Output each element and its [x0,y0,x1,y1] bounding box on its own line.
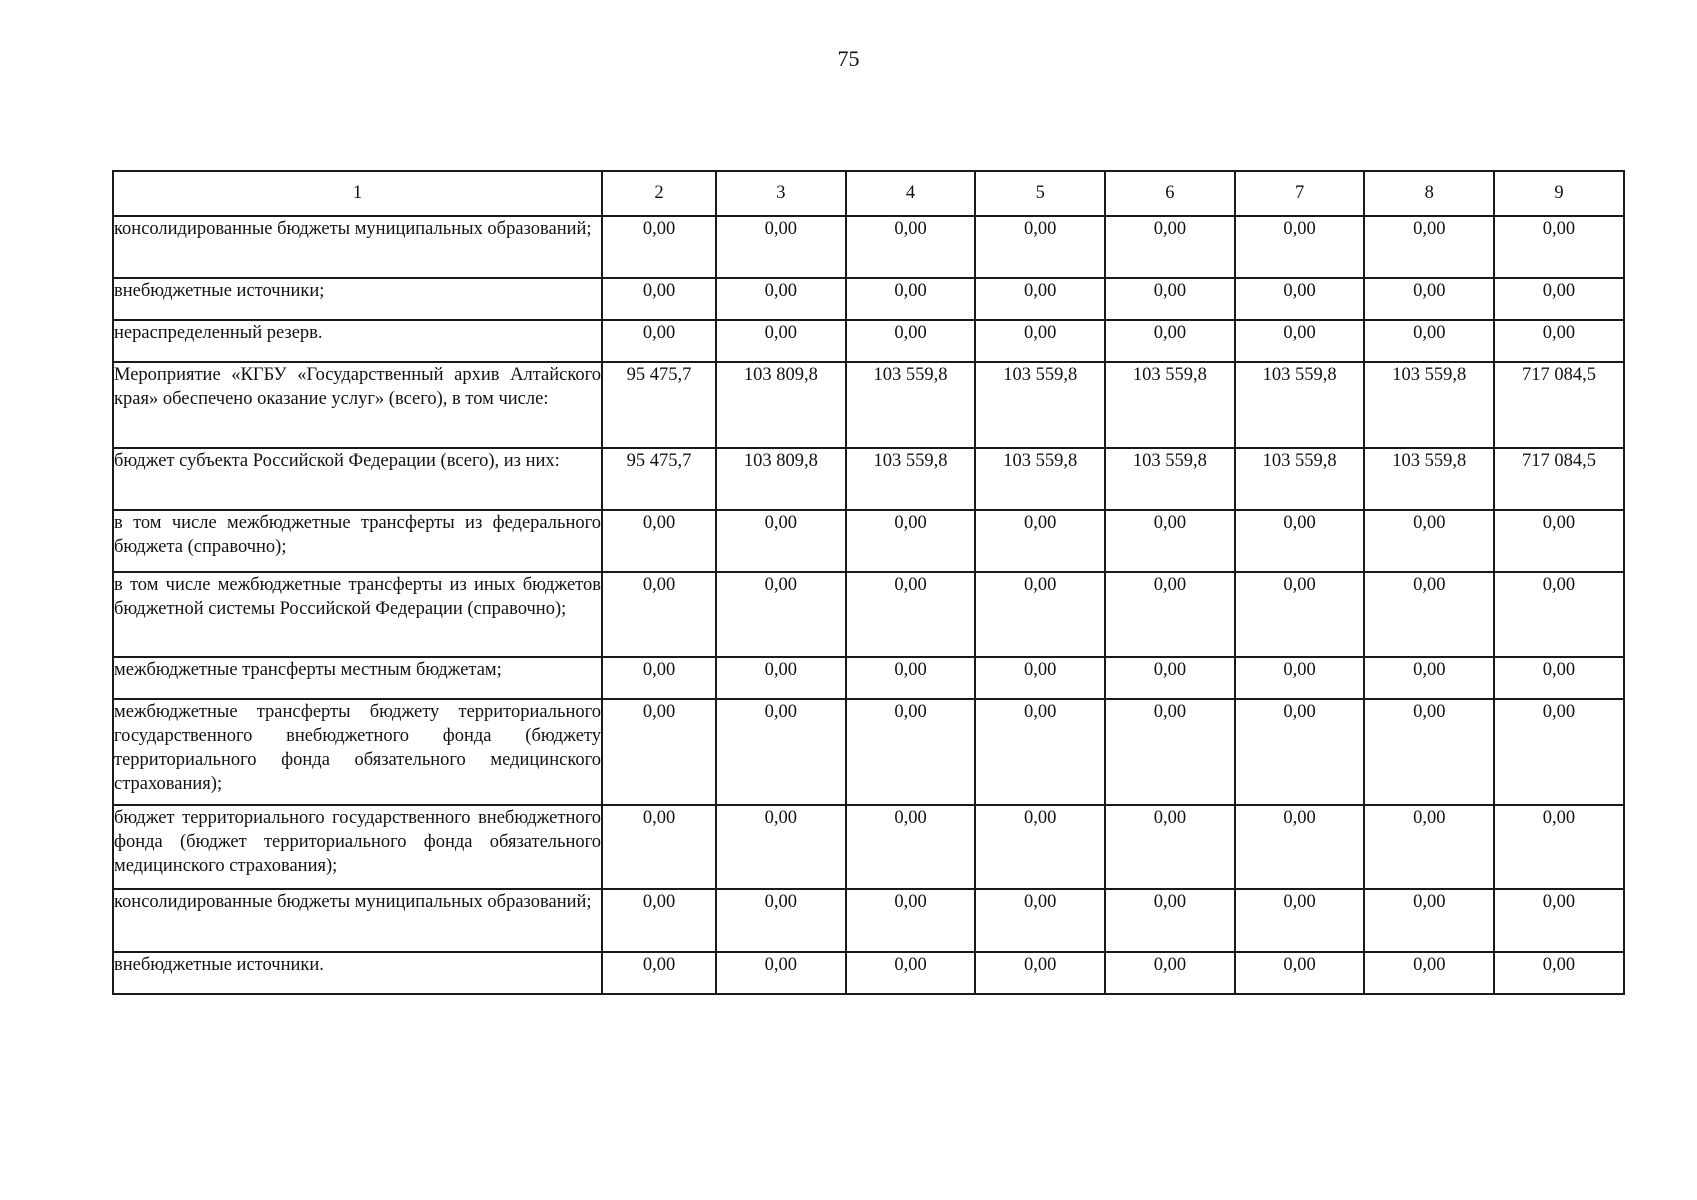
row-value: 0,00 [1105,805,1235,889]
row-value: 103 559,8 [975,362,1105,448]
row-value: 0,00 [1235,889,1365,952]
row-value: 0,00 [716,657,846,699]
table-row [113,699,1624,805]
row-value: 0,00 [1235,572,1365,657]
table-row [113,362,1624,448]
row-value: 0,00 [1235,805,1365,889]
row-label: Мероприятие «КГБУ «Государственный архив Алтайского края» обеспечено оказание услуг» (всего), в том числе: [113,362,602,448]
row-value: 0,00 [1105,572,1235,657]
column-header: 6 [1105,171,1235,216]
row-value: 103 559,8 [975,448,1105,510]
row-value: 0,00 [1235,320,1365,362]
row-value: 0,00 [1364,657,1494,699]
row-label: в том числе межбюджетные трансферты из иных бюджетов бюджетной системы Российской Федерации (справочно); [113,572,602,657]
row-value: 0,00 [716,805,846,889]
row-value: 0,00 [975,952,1105,994]
row-value: 0,00 [846,572,976,657]
row-value: 103 559,8 [846,448,976,510]
row-value: 0,00 [1364,889,1494,952]
row-value: 0,00 [1235,216,1365,278]
row-value: 0,00 [1364,510,1494,572]
row-value: 0,00 [846,699,976,805]
row-label: бюджет территориального государственного внебюджетного фонда (бюджет территориального фонда обязательного медицинского страхования); [113,805,602,889]
table-row [113,448,1624,510]
row-value: 0,00 [716,572,846,657]
row-value: 0,00 [975,278,1105,320]
page-number: 75 [837,46,860,71]
row-value: 0,00 [1235,699,1365,805]
row-value: 717 084,5 [1494,448,1624,510]
row-label: консолидированные бюджеты муниципальных образований; [113,216,602,278]
row-value: 0,00 [975,216,1105,278]
row-value: 0,00 [1494,320,1624,362]
row-value: 0,00 [602,216,716,278]
table-row [113,805,1624,889]
row-value: 103 559,8 [1364,448,1494,510]
column-header: 3 [716,171,846,216]
column-header: 1 [113,171,602,216]
row-value: 0,00 [975,320,1105,362]
table-row [113,216,1624,278]
row-label: внебюджетные источники. [113,952,602,994]
row-value: 0,00 [716,278,846,320]
row-value: 0,00 [1364,699,1494,805]
row-value: 0,00 [846,278,976,320]
row-value: 0,00 [1364,805,1494,889]
row-value: 0,00 [602,657,716,699]
column-header: 4 [846,171,976,216]
table-row [113,320,1624,362]
row-value: 103 559,8 [846,362,976,448]
row-value: 103 559,8 [1235,362,1365,448]
column-header: 5 [975,171,1105,216]
row-label: межбюджетные трансферты бюджету территориального государственного внебюджетного фонда (бюджету территориального фонда обязательного медицинского страхования); [113,699,602,805]
row-value: 0,00 [716,889,846,952]
column-header: 2 [602,171,716,216]
row-label: нераспределенный резерв. [113,320,602,362]
row-value: 0,00 [602,320,716,362]
row-value: 0,00 [975,889,1105,952]
row-value: 0,00 [1105,320,1235,362]
row-value: 0,00 [1364,216,1494,278]
row-value: 0,00 [1105,510,1235,572]
row-value: 0,00 [975,657,1105,699]
row-value: 0,00 [975,572,1105,657]
row-value: 103 559,8 [1105,362,1235,448]
row-value: 103 559,8 [1364,362,1494,448]
column-header: 7 [1235,171,1365,216]
row-value: 0,00 [1105,278,1235,320]
budget-table [112,170,1625,995]
row-value: 0,00 [1364,952,1494,994]
table-row [113,952,1624,994]
row-value: 0,00 [846,952,976,994]
row-value: 0,00 [1494,699,1624,805]
row-value: 0,00 [1494,952,1624,994]
row-value: 0,00 [602,510,716,572]
row-value: 0,00 [1364,320,1494,362]
row-value: 0,00 [716,320,846,362]
row-value: 0,00 [1494,889,1624,952]
row-value: 0,00 [602,699,716,805]
table-row [113,278,1624,320]
table-body [113,216,1624,994]
row-value: 0,00 [975,699,1105,805]
row-label: бюджет субъекта Российской Федерации (всего), из них: [113,448,602,510]
row-value: 103 809,8 [716,362,846,448]
row-value: 0,00 [1494,216,1624,278]
table-row [113,510,1624,572]
row-value: 0,00 [1494,657,1624,699]
row-value: 0,00 [1105,699,1235,805]
row-label: межбюджетные трансферты местным бюджетам; [113,657,602,699]
row-value: 717 084,5 [1494,362,1624,448]
row-value: 0,00 [1235,510,1365,572]
row-value: 103 559,8 [1235,448,1365,510]
row-value: 0,00 [846,805,976,889]
row-value: 0,00 [602,952,716,994]
row-value: 0,00 [1235,278,1365,320]
row-value: 0,00 [602,572,716,657]
row-value: 0,00 [1364,278,1494,320]
row-value: 0,00 [716,510,846,572]
row-value: 0,00 [602,889,716,952]
row-value: 0,00 [1364,572,1494,657]
row-value: 0,00 [1235,952,1365,994]
row-value: 0,00 [1105,216,1235,278]
row-label: консолидированные бюджеты муниципальных образований; [113,889,602,952]
row-value: 0,00 [1494,805,1624,889]
row-value: 0,00 [716,952,846,994]
row-label: в том числе межбюджетные трансферты из федерального бюджета (справочно); [113,510,602,572]
table-row [113,657,1624,699]
row-value: 95 475,7 [602,362,716,448]
row-value: 0,00 [602,278,716,320]
header-row [113,171,1624,216]
row-label: внебюджетные источники; [113,278,602,320]
row-value: 0,00 [1105,889,1235,952]
column-header: 8 [1364,171,1494,216]
row-value: 103 809,8 [716,448,846,510]
row-value: 0,00 [1494,278,1624,320]
row-value: 95 475,7 [602,448,716,510]
row-value: 103 559,8 [1105,448,1235,510]
row-value: 0,00 [1105,657,1235,699]
table-row [113,572,1624,657]
row-value: 0,00 [846,889,976,952]
row-value: 0,00 [846,216,976,278]
row-value: 0,00 [975,510,1105,572]
row-value: 0,00 [846,657,976,699]
row-value: 0,00 [1105,952,1235,994]
row-value: 0,00 [975,805,1105,889]
table-row [113,889,1624,952]
row-value: 0,00 [716,216,846,278]
column-header: 9 [1494,171,1624,216]
row-value: 0,00 [602,805,716,889]
row-value: 0,00 [1235,657,1365,699]
row-value: 0,00 [1494,572,1624,657]
row-value: 0,00 [846,510,976,572]
row-value: 0,00 [1494,510,1624,572]
row-value: 0,00 [716,699,846,805]
row-value: 0,00 [846,320,976,362]
